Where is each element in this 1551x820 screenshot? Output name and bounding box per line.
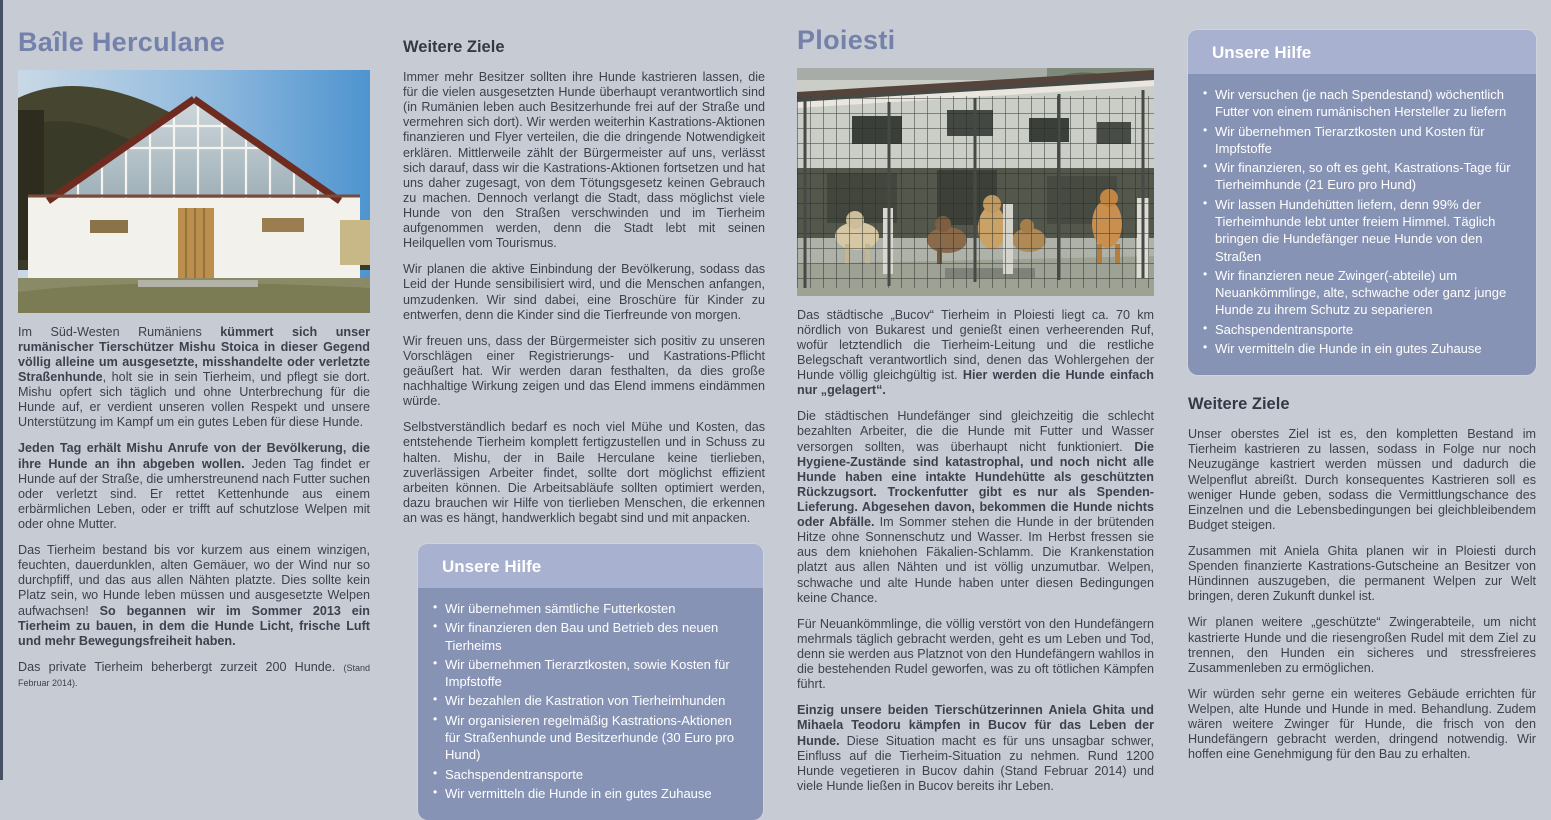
paragraph: Wir planen die aktive Einbindung der Bevölkerung, sodass das Leid der Hunde sensibilisiert wird, und die Menschen anfangen, umzudenken. Wir sind dabei, eine Broschüre für Kinder zu entwerfen, denn die Kinder sind die Tierfreunde von morgen. [403,262,765,322]
help-list-item: • Wir vermitteln die Hunde in ein gutes Zuhause [432,785,747,802]
paragraph: Das private Tierheim beherbergt zurzeit 200 Hunde. (Stand Februar 2014). [18,659,370,688]
unsere-hilfe-title: Unsere Hilfe [1188,30,1536,74]
column-weitere-ziele-baile [403,38,765,820]
help-list-item: • Wir vermitteln die Hunde in ein gutes Zuhause [1202,340,1520,357]
unsere-hilfe-list [1188,74,1536,375]
help-list-item: • Wir finanzieren neue Zwinger(-abteile) um Neuankömmlinge, alte, schwache oder ganz junge Hunde zu ihrem Schutz zu separieren [1202,267,1520,319]
help-list-item: • Wir übernehmen Tierarztkosten und Kosten für Impfstoffe [1202,123,1520,158]
ploiesti-title: Ploiesti [797,25,896,55]
column-weitere-ziele-ploiesti [1188,30,1536,773]
paragraph: Das Tierheim bestand bis vor kurzem aus einem winzigen, feuchten, dauerdunklen, alten Gemäuer, wo der Wind nur so durchpfiff, und das aus allen Nähten platzte. Dies sollte kein Platz sein, wo Hunde leben müssen und ausgesetzte Welpen aufwachsen! So begannen wir im Sommer 2013 ein Tierheim zu bauen, in dem die Hunde Licht, frische Luft und mehr Bewegungsfreiheit haben. [18,543,370,648]
help-list-item: • Wir organisieren regelmäßig Kastrations-Aktionen für Straßenhunde und Besitzerhunde (30 Euro pro Hund) [432,712,747,764]
paragraph: Die städtischen Hundefänger sind gleichzeitig die schlecht bezahlten Arbeiter, die die Hunde mit Futter und Wasser versorgen sollten, was überhaupt nicht funktioniert. Die Hygiene-Zustände sind katastrophal, und noch nicht alle Hunde haben eine intakte Hundehütte als geschützten Rückzugsort. Trockenfutter gibt es nur als Spenden-Lieferung. Abgesehen davon, bekommen die Hunde nichts oder Abfälle. Im Sommer stehen die Hunde in der brütenden Hitze ohne Sonnenschutz und Wasser. Im Herbst fressen sie aus dem kniehohen Fäkalien-Schlamm. Die Krankenstation platzt aus allen Nähten und ist völlig unzumutbar. Welpen, schwache und alte Hunde haben unter diesen Bedingungen keine Chance. [797,409,1154,605]
help-list-item: • Wir übernehmen sämtliche Futterkosten [432,600,747,617]
paragraph: Jeden Tag erhält Mishu Anrufe von der Bevölkerung, die ihre Hunde an ihn abgeben wollen. Jeden Tag findet er Hunde auf der Straße, die umherstreunend nach Futter suchen oder verletzt sind. Er rettet Kettenhunde aus einem erbärmlichen Leben, oder er trifft auf schutzlose Welpen mit oder ohne Mutter. [18,441,370,531]
help-list-item: • Sachspendentransporte [1202,321,1520,338]
paragraph: Unser oberstes Ziel ist es, den kompletten Bestand im Tierheim kastrieren zu lassen, sodass in Folge nur noch Neuzugänge kastriert werden müssen und dadurch die Welpenflut abreißt. Durch konsequentes Kastrieren soll es weniger Hunde geben, sodass die Vermittlungschance des Einzelnen und die Lebensbedingungen bei gleichbleibendem Budget steigen. [1188,427,1536,532]
weitere-ziele-heading: Weitere Ziele [403,38,505,56]
baile-herculane-photo [18,70,370,313]
ploiesti-text [797,308,1154,794]
paragraph: Immer mehr Besitzer sollten ihre Hunde kastrieren lassen, die für die vielen ausgesetzten Hunde überhaupt verantwortlich sind (in Rumänien leben auch Besitzerhunde frei auf der Straße und vermehren sich dort). Wir werden weiterhin Kastrations-Aktionen finanzieren und Flyer verteilen, die die dringende Notwendigkeit erklären. Mittlerweile zählt der Bürgermeister auf uns, verlässt sich darauf, dass wir die Kastrations-Aktionen fortsetzen und hat uns daher zugesagt, von dem Tötungsgesetz keinen Gebrauch zu machen. Dennoch verlangt die Stadt, dass möglichst viele Hunde von den Straßen verschwinden und im Tierheim aufgenommen werden, denn die Stadt lebt mit seinen Heilquellen vom Tourismus. [403,70,765,251]
weitere-ziele-heading: Weitere Ziele [1188,395,1290,414]
ploiesti-photo [797,68,1154,296]
unsere-hilfe-box-ploiesti [1188,30,1536,375]
paragraph: Selbstverständlich bedarf es noch viel Mühe und Kosten, das entstehende Tierheim komplett fertigzustellen und in Schuss zu halten. Mishu, der in Baile Herculane keine tierlieben, zuverlässigen Arbeiter findet, sollte dort möglichst effizient arbeiten können. Die Arbeitsabläufe sollten optimiert werden, dazu brauchen wir Hilfe von tierlieben Menschen, die erkennen an was es hängt, handwerklich begabt sind und mit anpacken. [403,420,765,525]
help-list-item: • Wir übernehmen Tierarztkosten, sowie Kosten für Impfstoffe [432,656,747,691]
unsere-hilfe-list [418,588,763,820]
help-list-item: • Wir finanzieren, so oft es geht, Kastrations-Tage für Tierheimhunde (21 Euro pro Hund) [1202,159,1520,194]
paragraph: Wir freuen uns, dass der Bürgermeister sich positiv zu unseren Vorschlägen einer Registrierungs- und Kastrations-Pflicht geäußert hat. Wir werden daran festhalten, da dies große nachhaltige Wirkung zeigen und das Elend immens eindämmen würde. [403,333,765,409]
baile-herculane-text [18,325,370,690]
help-list-item: • Wir finanzieren den Bau und Betrieb des neuen Tierheims [432,619,747,654]
help-list-item: • Wir versuchen (je nach Spendestand) wöchentlich Futter von einem rumänischen Hersteller zu liefern [1202,86,1520,121]
baile-herculane-title: Baîle Herculane [18,27,226,57]
help-list-item: • Sachspendentransporte [432,766,747,783]
paragraph: Einzig unsere beiden Tierschützerinnen Aniela Ghita und Mihaela Teodoru kämpfen in Bucov für das Leben der Hunde. Diese Situation macht es für uns unsagbar schwer, Einfluss auf die Tierheim-Situation zu nehmen. Rund 1200 Hunde vegetieren in Bucov dahin (Stand Februar 2014) und viele Hunde ließen in Bucov bereits ihr Leben. [797,703,1154,793]
paragraph: Im Süd-Westen Rumäniens kümmert sich unser rumänischer Tierschützer Mishu Stoica in dieser Gegend völlig alleine um ausgesetzte, misshandelte oder verletzte Straßenhunde, holt sie in sein Tierheim, und pflegt sie dort. Mishu opfert sich täglich und ohne Unterbrechung für die Hunde auf, er verdient unseren vollen Respekt und unsere Unterstützung im Kampf um ein gutes Leben für diese Hunde. [18,324,370,430]
weitere-ziele-text [403,70,765,526]
paragraph: Für Neuankömmlinge, die völlig verstört von den Hundefängern mehrmals täglich gebracht werden, geht es um Leben und Tod, denn sie werden aus Platznot von den Hundefängern wahllos in die bestehenden Rudel geworfen, was zu oft tötlichen Kämpfen führt. [797,616,1154,692]
paragraph: Wir planen weitere „geschützte“ Zwingerabteile, um nicht kastrierte Hunde und die riesengroßen Rudel mit dem Ziel zu trennen, den Hunden ein sicheres und stressfreieres Zusammenleben zu ermöglichen. [1188,615,1536,675]
help-list-item: • Wir lassen Hundehütten liefern, denn 99% der Tierheimhunde lebt unter freiem Himmel. Täglich bringen die Hundefänger neue Hunde von den Straßen [1202,196,1520,265]
unsere-hilfe-box-baile [418,544,763,820]
paragraph: Zusammen mit Aniela Ghita planen wir in Ploiesti durch Spenden finanzierte Kastrations-Gutscheine an Besitzer von Hündinnen auszugeben, die permanent Welpen zur Welt bringen, deren Zukunft dunkel ist. [1188,543,1536,604]
unsere-hilfe-title: Unsere Hilfe [418,544,763,588]
column-baile-herculane [18,28,370,701]
page-edge-strip [0,0,3,780]
paragraph: Wir würden sehr gerne ein weiteres Gebäude errichten für Welpen, alte Hunde und Hunde in med. Behandlung. Zudem wären weitere Zwinger für Hunde, die frisch von den Hundefängern gebracht werden, dringend notwendig. Wir hoffen eine Genehmigung für den Bau zu erhalten. [1188,686,1536,762]
weitere-ziele-ploiesti-text [1188,427,1536,762]
paragraph: Das städtische „Bucov“ Tierheim in Ploiesti liegt ca. 70 km nördlich von Bukarest und genießt einen verheerenden Ruf, wofür letztendlich die Tierheim-Leitung und die restliche Belegschaft verantwortlich sind, denen das Wohlergehen der Hunde völlig gleichgültig ist. Hier werden die Hunde einfach nur „gelagert“. [797,307,1154,398]
help-list-item: • Wir bezahlen die Kastration von Tierheimhunden [432,692,747,709]
column-ploiesti [797,26,1154,805]
